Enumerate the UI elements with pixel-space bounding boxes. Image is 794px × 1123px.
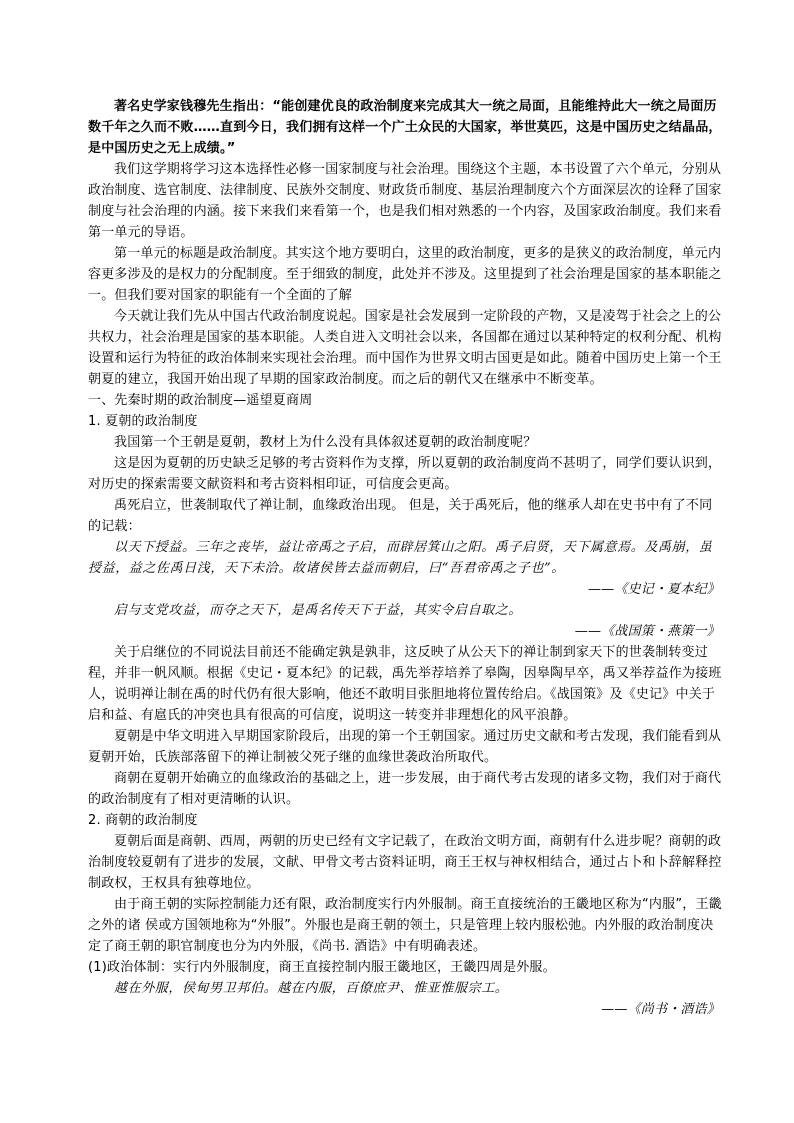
paragraph-yu-qi: 禹死启立，世袭制取代了禅让制，血缘政治出现。 但是，关于禹死后，他的继承人却在史书中有了不同的记载： <box>88 498 713 534</box>
quote-shangshu: 越在外服，侯甸男卫邦伯。越在内服，百僚庶尹、惟亚惟服宗工。 <box>114 981 509 996</box>
paragraph-unit-title: 第一单元的标题是政治制度。其实这个地方要明白，这里的政治制度，更多的是狭义的政治制度，单元内容更多涉及的是权力的分配制度。至于细致的制度，此处并不涉及。这里提到了社会治理是国家的基本职能之一。但我们要对国家的职能有一个全面的了解 <box>88 246 722 303</box>
document-body <box>88 96 724 1020</box>
quote-shiji: 以天下授益。三年之丧毕，益让帝禹之子启，而辟居箕山之阳。禹子启贤，天下属意焉。及禹崩，虽授益，益之佐禹日浅，天下未洽。故诸侯皆去益而朝启，曰“吾君帝禹之子也”。 <box>88 540 713 576</box>
paragraph-political-system: (1)政治体制：实行内外服制度，商王直接控制内服王畿地区，王畿四周是外服。 <box>88 960 556 975</box>
paragraph-quote-qian-mu: 著名史学家钱穆先生指出：“能创建优良的政治制度来完成其大一统之局面，且能维持此大一统之局面历数千年之久而不败……直到今日，我们拥有这样一个广土众民的大国家，举世莫匹，这是中国历史之结晶品，是中国历史之无上成绩。” <box>88 99 722 156</box>
source-zhanguoce: ——《战国策・燕策一》 <box>574 624 720 639</box>
source-shangshu: ——《尚书・酒诰》 <box>601 1002 720 1017</box>
paragraph-xia-answer: 这是因为夏朝的历史缺乏足够的考古资料作为支撑，所以夏朝的政治制度尚不甚明了，同学们要认识到，对历史的探索需要文献资料和考古资料相印证，可信度会更高。 <box>88 456 722 492</box>
paragraph-intro: 我们这学期将学习这本选择性必修一国家制度与社会治理。围绕这个主题，本书设置了六个单元，分别从政治制度、选官制度、法律制度、民族外交制度、财政货币制度、基层治理制度六个方面深层次的诠释了国家制度与社会治理的内涵。接下来我们来看第一个，也是我们相对熟悉的一个内容，及国家政治制度。我们来看第一单元的导语。 <box>88 162 722 240</box>
paragraph-shang-neiwaifu: 由于商王朝的实际控制能力还有限，政治制度实行内外服制。商王直接统治的王畿地区称为“内服”，王畿之外的诸 侯或方国领地称为“外服”。外服也是商王朝的领土，只是管理上较内服松弛。内外服的政治制度决定了商王朝的职官制度也分为内外服，《尚书. 酒诰》中有明确表述。 <box>88 897 722 954</box>
subheading-shang: 2. 商朝的政治制度 <box>88 813 198 828</box>
paragraph-ancient-politics: 今天就让我们先从中国古代政治制度说起。国家是社会发展到一定阶段的产物，又是凌驾于社会之上的公共权力，社会治理是国家的基本职能。人类自进入文明社会以来，各国都在通过以某种特定的权利分配、机构设置和运行为特征的政治体制来实现社会治理。而中国作为世界文明古国更是如此。随着中国历史上第一个王朝夏的建立，我国开始出现了早期的国家政治制度。而之后的朝代又在继承中不断变革。 <box>88 309 722 387</box>
paragraph-qi-succession: 关于启继位的不同说法目前还不能确定孰是孰非，这反映了从公天下的禅让制到家天下的世袭制转变过程，并非一帆风顺。根据《史记・夏本纪》的记载，禹先举荐培养了皋陶，因皋陶早卒，禹又举荐益作为接班人，说明禅让制在禹的时代仍有很大影响，他还不敢明目张胆地将位置传给启。《战国策》及《史记》中关于启和益、有扈氏的冲突也具有很高的可信度，说明这一转变并非理想化的风平浪静。 <box>88 645 722 723</box>
paragraph-shang-intro: 商朝在夏朝开始确立的血缘政治的基础之上，进一步发展，由于商代考古发现的诸多文物，我们对于商代的政治制度有了相对更清晰的认识。 <box>88 771 722 807</box>
quote-zhanguoce: 启与支党攻益，而夺之天下，是禹名传天下于益，其实令启自取之。 <box>114 603 523 618</box>
source-shiji: ——《史记・夏本纪》 <box>587 582 720 597</box>
paragraph-xia-state: 夏朝是中华文明进入早期国家阶段后，出现的第一个王朝国家。通过历史文献和考古发现，我们能看到从夏朝开始，氏族部落留下的禅让制被父死子继的血缘世袭政治所取代。 <box>88 729 722 765</box>
subheading-xia: 1. 夏朝的政治制度 <box>88 414 198 429</box>
paragraph-xia-question: 我国第一个王朝是夏朝，教材上为什么没有具体叙述夏朝的政治制度呢？ <box>114 435 537 450</box>
paragraph-shang-progress: 夏朝后面是商朝、西周，两朝的历史已经有文字记载了，在政治文明方面，商朝有什么进步呢？商朝的政治制度较夏朝有了进步的发展，文献、甲骨文考古资料证明，商王王权与神权相结合，通过占卜和卜辞解释控制政权，王权具有独尊地位。 <box>88 834 722 891</box>
section-heading-pre-qin: 一、先秦时期的政治制度—遥望夏商周 <box>88 393 313 408</box>
